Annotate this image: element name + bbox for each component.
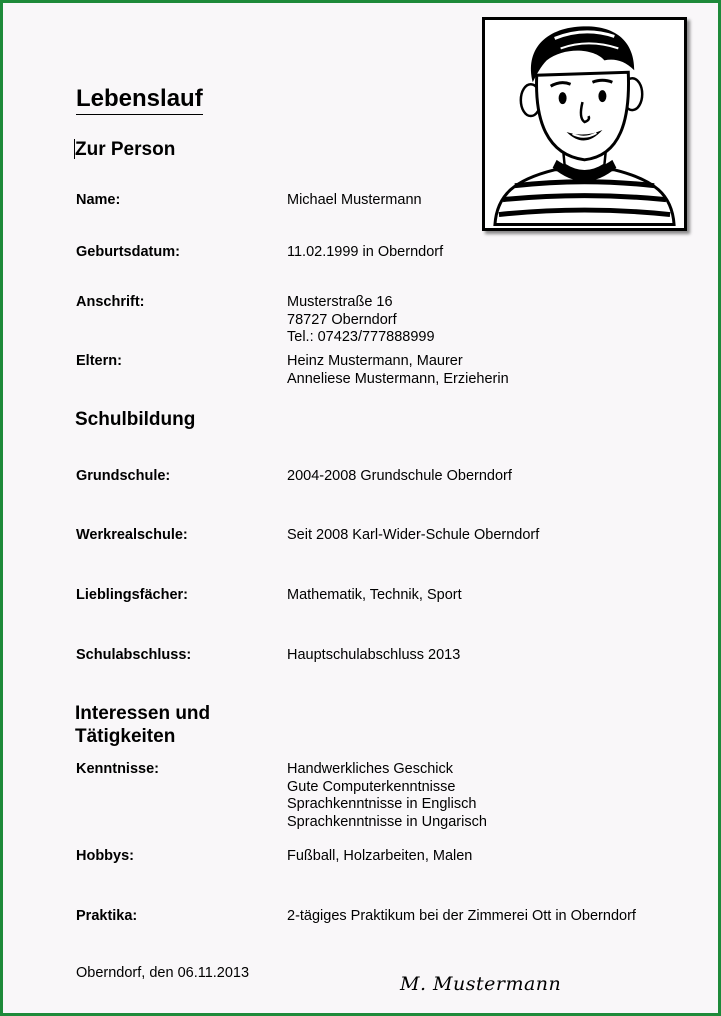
skill-line: Gute Computerkenntnisse (287, 778, 456, 795)
degree-value: Hauptschulabschluss 2013 (287, 647, 461, 663)
section-heading-school: Schulbildung (75, 409, 196, 430)
place-date: Oberndorf, den 06.11.2013 (76, 965, 250, 981)
subjects-label: Lieblingsfächer: (76, 587, 188, 603)
internship-value: 2-tägiges Praktikum bei der Zimmerei Ott in Oberndorf (287, 908, 636, 924)
skill-line: Sprachkenntnisse in Englisch (287, 796, 477, 812)
address-value (287, 294, 435, 347)
parents-line: Anneliese Mustermann, Erzieherin (287, 370, 509, 387)
skill-line: Handwerkliches Geschick (287, 761, 454, 777)
address-line: 78727 Oberndorf (287, 311, 397, 328)
secondary-school-value: Seit 2008 Karl-Wider-Schule Oberndorf (287, 527, 540, 543)
degree-label: Schulabschluss: (76, 647, 192, 663)
profile-photo (482, 17, 687, 231)
boy-portrait-icon (485, 20, 684, 228)
parents-value (287, 353, 509, 388)
skills-label: Kenntnisse: (76, 761, 159, 777)
section-heading-interests (75, 702, 210, 748)
birth-value: 11.02.1999 in Oberndorf (287, 244, 444, 260)
parents-line: Heinz Mustermann, Maurer (287, 353, 463, 369)
primary-school-label: Grundschule: (76, 468, 171, 484)
subjects-value: Mathematik, Technik, Sport (287, 587, 462, 603)
skill-line: Sprachkenntnisse in Ungarisch (287, 813, 487, 830)
secondary-school-label: Werkrealschule: (76, 527, 188, 543)
name-value: Michael Mustermann (287, 192, 422, 208)
section-heading-line: Interessen und (75, 703, 211, 724)
address-line: Musterstraße 16 (287, 294, 393, 310)
skills-value (287, 761, 487, 831)
document-title: Lebenslauf (76, 85, 203, 115)
address-line: Tel.: 07423/777888999 (287, 329, 435, 345)
section-heading-line: Tätigkeiten (75, 726, 176, 747)
internship-label: Praktika: (76, 908, 138, 924)
signature: M. Mustermann (400, 973, 562, 995)
parents-label: Eltern: (76, 353, 122, 369)
section-heading-person: Zur Person (75, 139, 176, 160)
name-label: Name: (76, 192, 121, 208)
hobbies-value: Fußball, Holzarbeiten, Malen (287, 848, 473, 864)
birth-label: Geburtsdatum: (76, 244, 180, 260)
address-label: Anschrift: (76, 294, 145, 310)
hobbies-label: Hobbys: (76, 848, 134, 864)
primary-school-value: 2004-2008 Grundschule Oberndorf (287, 468, 512, 484)
